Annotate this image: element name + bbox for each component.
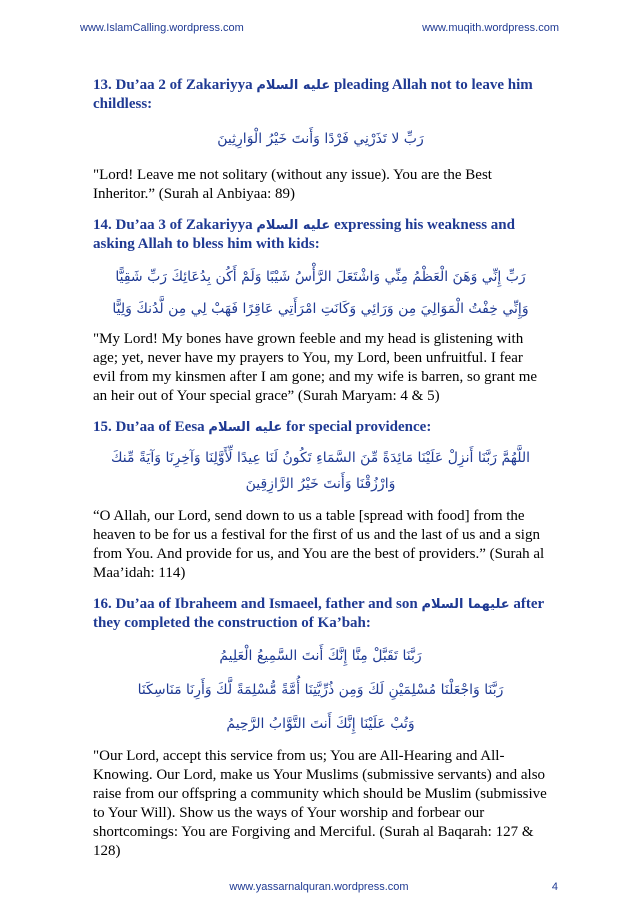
translation: “O Allah, our Lord, send down to us a table [spread with food] from the heaven to be for us a festival for the first of us and the last of us and a sign from You. And provide for us, and You are the best of providers.” (Surah al Maa’idah: 114) xyxy=(93,508,545,581)
heading-text: 14. Du’aa 3 of Zakariyya xyxy=(93,217,257,233)
arabic-verse: رَبِّ إِنِّي وَهَنَ الْعَظْمُ مِنِّي وَاشْتَعَلَ الرَّأْسُ شَيْبًا وَلَمْ أَكُن بِدُعَائِكَ رَبِّ شَقِيًّا xyxy=(115,269,526,285)
heading-text: 16. Du’aa of Ibraheem and Ismaeel, father and son xyxy=(93,596,422,612)
page-number: 4 xyxy=(551,881,558,893)
arabic-verse: رَبَّنَا وَاجْعَلْنَا مُسْلِمَيْنِ لَكَ وَمِن ذُرِّيَّتِنَا أُمَّةً مُّسْلِمَةً لَّكَ وَأَرِنَا مَنَاسِكَنَا xyxy=(137,682,504,698)
section-dua-15 xyxy=(93,418,548,583)
heading-text: for special providence: xyxy=(282,419,432,435)
arabic-verse: وَإِنِّي خِفْتُ الْمَوَالِيَ مِن وَرَائِي وَكَانَتِ امْرَأَتِي عَاقِرًا فَهَبْ لِي مِن لَّدُنكَ وَلِيًّا xyxy=(112,301,529,317)
header-left-link[interactable]: www.IslamCalling.wordpress.com xyxy=(80,22,244,34)
section-heading xyxy=(93,216,548,254)
heading-arabic: عليه السلام xyxy=(256,218,331,233)
heading-text: pleading Allah not to leave him childless: xyxy=(93,77,533,112)
heading-text: 13. Du’aa 2 of Zakariyya xyxy=(93,77,257,93)
section-heading xyxy=(93,76,548,114)
section-dua-13 xyxy=(93,76,548,204)
footer-link[interactable]: www.yassarnalquran.wordpress.com xyxy=(229,881,409,893)
heading-text: 15. Du’aa of Eesa xyxy=(93,419,209,435)
translation: "Lord! Leave me not solitary (without any issue). You are the Best Inheritor.” (Surah al Anbiyaa: 89) xyxy=(93,167,492,202)
arabic-verse: اللَّهُمَّ رَبَّنَا أَنزِلْ عَلَيْنَا مَائِدَةً مِّنَ السَّمَاءِ تَكُونُ لَنَا عِيدًا لِّأَوَّلِنَا وَآخِرِنَا وَآيَةً مِّنكَ وَارْزُقْنَا وَأَنتَ خَيْرُ الرَّازِقِينَ xyxy=(110,450,530,492)
heading-text: after they completed the construction of Ka’bah: xyxy=(93,596,544,631)
arabic-verse: رَبِّ لا تَذَرْنِي فَرْدًا وَأَنتَ خَيْرُ الْوَارِثِينَ xyxy=(217,131,424,147)
section-dua-14 xyxy=(93,216,548,406)
translation: "Our Lord, accept this service from us; You are All-Hearing and All-Knowing. Our Lord, make us Your Muslims (submissive servants) and also raise from our offspring a community which should be Muslim (submissive to Your Will). Show us the ways of Your worship and forbear our shortcomings: You are Forgiving and Merciful. (Surah al Baqarah: 127 & 128) xyxy=(93,748,547,859)
header-right-link[interactable]: www.muqith.wordpress.com xyxy=(422,22,559,34)
translation: "My Lord! My bones have grown feeble and my head is glistening with age; yet, never have my prayers to You, my Lord, been unfruitful. I fear evil from my kinsmen after I am gone; and my wife is barren, so grant me an heir out of Your special grace” (Surah Maryam: 4 & 5) xyxy=(93,331,538,404)
heading-arabic: عليهما السلام xyxy=(421,597,510,612)
page-content xyxy=(93,76,548,861)
section-dua-16 xyxy=(93,595,548,861)
arabic-verse: وَتُبْ عَلَيْنَا إِنَّكَ أَنتَ التَّوَّابُ الرَّحِيمُ xyxy=(226,716,415,732)
heading-text: expressing his weakness and asking Allah to bless him with kids: xyxy=(93,217,515,252)
section-heading xyxy=(93,418,548,437)
arabic-verse: رَبَّنَا تَقَبَّلْ مِنَّا إِنَّكَ أَنتَ السَّمِيعُ الْعَلِيمُ xyxy=(219,648,422,664)
section-heading xyxy=(93,595,548,633)
heading-arabic: عليه السلام xyxy=(208,420,283,435)
heading-arabic: عليه السلام xyxy=(256,78,331,93)
